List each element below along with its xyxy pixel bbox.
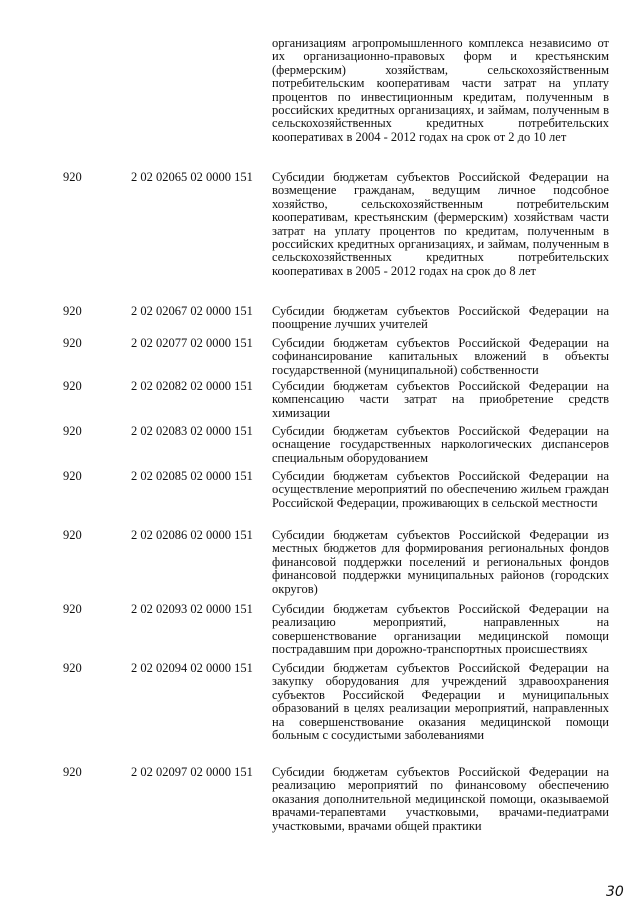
budget-classification-code: 2 02 02067 02 0000 151 [131,304,253,318]
budget-classification-code: 2 02 02065 02 0000 151 [131,170,253,184]
budget-classification-code: 2 02 02097 02 0000 151 [131,765,253,779]
admin-code: 920 [63,424,82,438]
admin-code: 920 [63,528,82,542]
row-description: Субсидии бюджетам субъектов Российской Федерации на закупку оборудования для учреждений здравоохранения субъектов Российской Федерации и муниципальных образований в целях реализации мероприятий, направленных на совершенствование оказания медицинской помощи больным с сосудистыми заболеваниями [272,661,609,743]
admin-code: 920 [63,170,82,184]
budget-classification-code: 2 02 02083 02 0000 151 [131,424,253,438]
admin-code: 920 [63,379,82,393]
budget-classification-code: 2 02 02093 02 0000 151 [131,602,253,616]
row-description: Субсидии бюджетам субъектов Российской Федерации на софинансирование капитальных вложений в объекты государственной (муниципальной) собственности [272,336,609,377]
row-description: Субсидии бюджетам субъектов Российской Федерации на компенсацию части затрат на приобретение средств химизации [272,379,609,420]
row-description: Субсидии бюджетам субъектов Российской Федерации на оснащение государственных наркологических диспансеров специальным оборудованием [272,424,609,465]
budget-classification-code: 2 02 02094 02 0000 151 [131,661,253,675]
budget-classification-code: 2 02 02082 02 0000 151 [131,379,253,393]
admin-code: 920 [63,661,82,675]
row-description: организациям агропромышленного комплекса независимо от их организационно-правовых форм и крестьянским (фермерским) хозяйствам, сельскохозяйственным потребительским кооперативам части затрат на уплату процентов по инвестиционным кредитам, полученным в российских кредитных организациях, и займам, полученным в сельскохозяйственных кредитных потребительских кооперативах в 2004 - 2012 годах на срок от 2 до 10 лет [272,36,609,144]
admin-code: 920 [63,602,82,616]
budget-classification-code: 2 02 02085 02 0000 151 [131,469,253,483]
row-description: Субсидии бюджетам субъектов Российской Федерации на возмещение гражданам, ведущим личное подсобное хозяйство, сельскохозяйственным потребительским кооперативам, крестьянским (фермерским) хозяйствам части затрат на уплату процентов по кредитам, полученным в российских кредитных организациях, и займам, полученным в сельскохозяйственных кредитных потребительских кооперативах в 2005 - 2012 годах на срок до 8 лет [272,170,609,278]
row-description: Субсидии бюджетам субъектов Российской Федерации на реализацию мероприятий, направленных на совершенствование организации медицинской помощи пострадавшим при дорожно-транспортных происшествиях [272,602,609,657]
admin-code: 920 [63,336,82,350]
admin-code: 920 [63,304,82,318]
admin-code: 920 [63,765,82,779]
row-description: Субсидии бюджетам субъектов Российской Федерации на реализацию мероприятий по финансовому обеспечению оказания дополнительной медицинской помощи, оказываемой врачами-терапевтами участковыми, врачами-педиатрами участковыми, врачами общей практики [272,765,609,833]
page-number: 30 [606,884,624,900]
budget-classification-code: 2 02 02086 02 0000 151 [131,528,253,542]
row-description: Субсидии бюджетам субъектов Российской Федерации из местных бюджетов для формирования региональных фондов финансовой поддержки поселений и региональных фондов финансовой поддержки муниципальных районов (городских округов) [272,528,609,596]
budget-classification-code: 2 02 02077 02 0000 151 [131,336,253,350]
row-description: Субсидии бюджетам субъектов Российской Федерации на поощрение лучших учителей [272,304,609,332]
row-description: Субсидии бюджетам субъектов Российской Федерации на осуществление мероприятий по обеспечению жильем граждан Российской Федерации, проживающих в сельской местности [272,469,609,510]
admin-code: 920 [63,469,82,483]
